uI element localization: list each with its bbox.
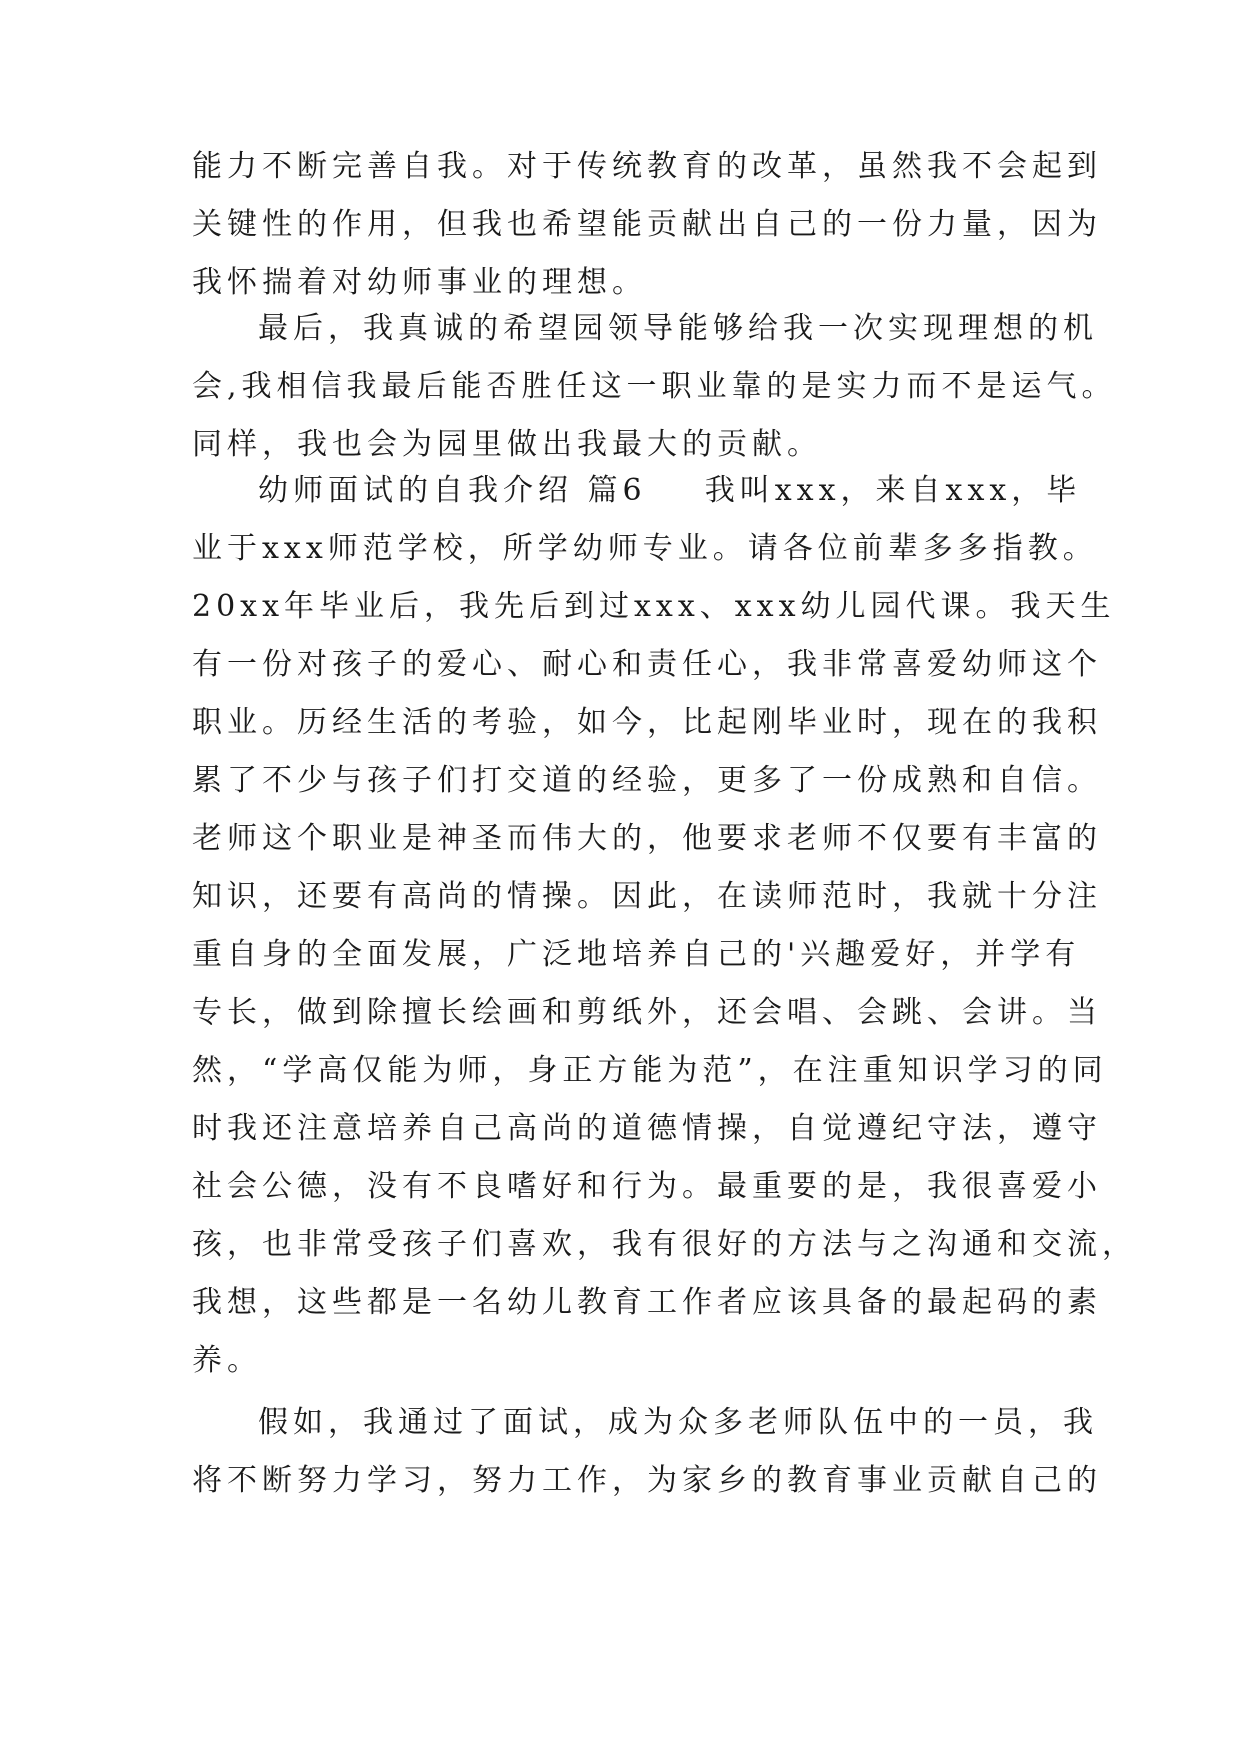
text-line: 我想，这些都是一名幼儿教育工作者应该具备的最起码的素 <box>192 1285 1102 1320</box>
paragraph-3 <box>192 462 1137 1390</box>
text-line: 最后，我真诚的希望园领导能够给我一次实现理想的机 <box>258 311 1098 346</box>
text-line: 累了不少与孩子们打交道的经验，更多了一份成熟和自信。 <box>192 763 1102 798</box>
paragraph-2 <box>192 300 1117 474</box>
text-line: 20xx年毕业后，我先后到过xxx、xxx幼儿园代课。我天生 <box>192 589 1116 624</box>
text-line: 专长，做到除擅长绘画和剪纸外，还会唱、会跳、会讲。当 <box>192 995 1102 1030</box>
text-line: 关键性的作用，但我也希望能贡献出自己的一份力量，因为 <box>192 207 1102 242</box>
paragraph-1 <box>192 138 1102 312</box>
text-line: 有一份对孩子的爱心、耐心和责任心，我非常喜爱幼师这个 <box>192 647 1102 682</box>
text-line: 幼师面试的自我介绍 篇6 我叫xxx，来自xxx，毕 <box>258 473 1082 508</box>
text-line: 知识，还要有高尚的情操。因此，在读师范时，我就十分注 <box>192 879 1102 914</box>
text-line: 同样，我也会为园里做出我最大的贡献。 <box>192 427 822 462</box>
text-line: 会,我相信我最后能否胜任这一职业靠的是实力而不是运气。 <box>192 369 1117 404</box>
text-line: 时我还注意培养自己高尚的道德情操，自觉遵纪守法，遵守 <box>192 1111 1102 1146</box>
text-line: 假如，我通过了面试，成为众多老师队伍中的一员，我 <box>258 1405 1098 1440</box>
text-line: 职业。历经生活的考验，如今，比起刚毕业时，现在的我积 <box>192 705 1102 740</box>
text-line: 社会公德，没有不良嗜好和行为。最重要的是，我很喜爱小 <box>192 1169 1102 1204</box>
text-line: 养。 <box>192 1343 262 1378</box>
text-line: 孩，也非常受孩子们喜欢，我有很好的方法与之沟通和交流， <box>192 1227 1137 1262</box>
text-line: 业于xxx师范学校，所学幼师专业。请各位前辈多多指教。 <box>192 531 1098 566</box>
paragraph-4 <box>192 1394 1102 1510</box>
text-line: 老师这个职业是神圣而伟大的，他要求老师不仅要有丰富的 <box>192 821 1102 856</box>
text-line: 然，“学高仅能为师，身正方能为范”，在注重知识学习的同 <box>192 1053 1108 1088</box>
text-line: 重自身的全面发展，广泛地培养自己的'兴趣爱好，并学有 <box>192 937 1081 972</box>
text-line: 能力不断完善自我。对于传统教育的改革，虽然我不会起到 <box>192 149 1102 184</box>
text-line: 将不断努力学习，努力工作，为家乡的教育事业贡献自己的 <box>192 1463 1102 1498</box>
text-line: 我怀揣着对幼师事业的理想。 <box>192 265 647 300</box>
